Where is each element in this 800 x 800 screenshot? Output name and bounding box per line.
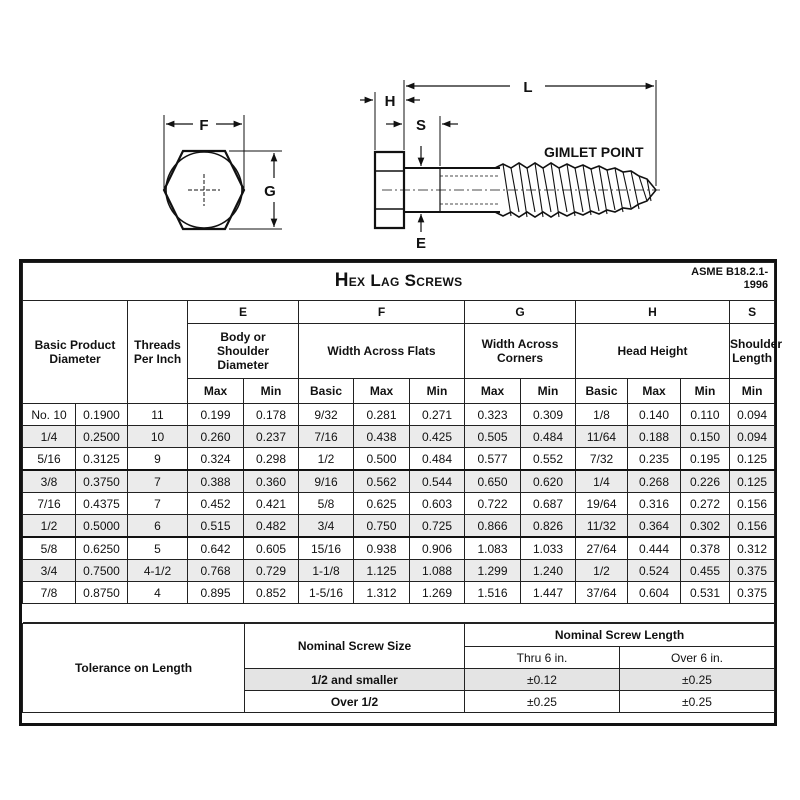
cell-size: 5/8 [23,537,76,560]
cell-e-min: 0.237 [244,426,299,448]
tolerance-table [22,623,775,713]
cell-h-basic: 7/32 [576,448,628,471]
cell-e-max: 0.199 [188,404,244,426]
header-threads-per-inch: Threads Per Inch [128,301,188,404]
cell-f-basic: 9/32 [299,404,354,426]
table-title: Hex Lag Screws [334,270,463,291]
cell-h-basic: 1/4 [576,470,628,493]
cell-f-basic: 1/2 [299,448,354,471]
tolerance-thru-row-2: ±0.25 [465,691,620,713]
table-row [23,537,775,560]
cell-h-basic: 1/8 [576,404,628,426]
cell-f-basic: 15/16 [299,537,354,560]
cell-size: 1/4 [23,426,76,448]
cell-f-basic: 9/16 [299,470,354,493]
spec-table-body [23,404,775,604]
cell-e-min: 0.729 [244,560,299,582]
cell-g-max: 0.577 [465,448,521,471]
cell-s-min: 0.125 [730,448,775,471]
cell-threads: 6 [128,515,188,538]
cell-basic-diameter: 0.8750 [76,582,128,604]
header-letter-g: G [465,301,576,324]
cell-f-basic: 5/8 [299,493,354,515]
cell-g-max: 0.323 [465,404,521,426]
cell-basic-diameter: 0.5000 [76,515,128,538]
cell-h-max: 0.268 [628,470,681,493]
cell-f-basic: 7/16 [299,426,354,448]
table-row [23,404,775,426]
cell-s-min: 0.125 [730,470,775,493]
cell-h-min: 0.455 [681,560,730,582]
cell-s-min: 0.094 [730,404,775,426]
cell-h-max: 0.188 [628,426,681,448]
cell-f-max: 0.438 [354,426,410,448]
cell-threads: 7 [128,470,188,493]
header-f-basic: Basic [299,379,354,404]
cell-e-min: 0.421 [244,493,299,515]
cell-h-basic: 11/32 [576,515,628,538]
tolerance-over-row-2: ±0.25 [620,691,775,713]
cell-e-min: 0.178 [244,404,299,426]
cell-threads: 7 [128,493,188,515]
cell-g-max: 1.083 [465,537,521,560]
cell-e-min: 0.605 [244,537,299,560]
cell-f-max: 0.750 [354,515,410,538]
cell-h-min: 0.195 [681,448,730,471]
gimlet-point-label: GIMLET POINT [544,144,644,160]
cell-size: No. 10 [23,404,76,426]
cell-h-min: 0.272 [681,493,730,515]
cell-h-basic: 1/2 [576,560,628,582]
header-width-across-corners: Width Across Corners [465,324,576,379]
cell-h-basic: 19/64 [576,493,628,515]
cell-e-max: 0.768 [188,560,244,582]
tolerance-size-row-2: Over 1/2 [245,691,465,713]
cell-s-min: 0.156 [730,515,775,538]
hex-end-view [164,115,282,229]
cell-e-max: 0.515 [188,515,244,538]
cell-size: 3/4 [23,560,76,582]
cell-g-max: 1.516 [465,582,521,604]
tolerance-label: Tolerance on Length [23,624,245,713]
dim-label-l: L [523,79,533,96]
header-e-max: Max [188,379,244,404]
cell-g-min: 0.687 [521,493,576,515]
cell-g-min: 1.033 [521,537,576,560]
cell-basic-diameter: 0.2500 [76,426,128,448]
cell-basic-diameter: 0.6250 [76,537,128,560]
cell-f-max: 1.125 [354,560,410,582]
cell-threads: 5 [128,537,188,560]
cell-e-max: 0.642 [188,537,244,560]
header-h-max: Max [628,379,681,404]
hex-lag-screw-drawing [0,0,800,258]
table-row [23,515,775,538]
cell-e-min: 0.852 [244,582,299,604]
header-head-height: Head Height [576,324,730,379]
header-shoulder-length: Shoulder Length [730,324,775,379]
cell-f-max: 0.562 [354,470,410,493]
cell-g-max: 0.866 [465,515,521,538]
cell-threads: 4-1/2 [128,560,188,582]
cell-h-basic: 37/64 [576,582,628,604]
cell-h-min: 0.531 [681,582,730,604]
dim-label-f: F [199,117,209,134]
table-row [23,582,775,604]
cell-h-max: 0.524 [628,560,681,582]
cell-f-max: 0.500 [354,448,410,471]
header-g-max: Max [465,379,521,404]
cell-size: 7/16 [23,493,76,515]
cell-basic-diameter: 0.3750 [76,470,128,493]
header-f-min: Min [410,379,465,404]
cell-e-max: 0.388 [188,470,244,493]
header-width-across-flats: Width Across Flats [299,324,465,379]
table-row [23,426,775,448]
table-spacer [23,604,775,623]
cell-h-max: 0.140 [628,404,681,426]
cell-h-max: 0.604 [628,582,681,604]
cell-g-min: 0.552 [521,448,576,471]
cell-size: 1/2 [23,515,76,538]
cell-threads: 4 [128,582,188,604]
dim-label-s: S [415,117,427,134]
cell-e-min: 0.360 [244,470,299,493]
table-row [23,560,775,582]
cell-e-max: 0.260 [188,426,244,448]
nominal-screw-length-header: Nominal Screw Length [465,624,775,647]
cell-f-min: 1.269 [410,582,465,604]
cell-g-max: 0.650 [465,470,521,493]
nominal-screw-size-header: Nominal Screw Size [245,624,465,669]
cell-f-basic: 1-5/16 [299,582,354,604]
table-row [23,470,775,493]
cell-s-min: 0.375 [730,582,775,604]
header-h-basic: Basic [576,379,628,404]
cell-e-max: 0.895 [188,582,244,604]
dim-label-g: G [264,183,276,200]
cell-size: 5/16 [23,448,76,471]
cell-threads: 9 [128,448,188,471]
cell-f-basic: 3/4 [299,515,354,538]
cell-f-max: 0.281 [354,404,410,426]
header-f-max: Max [354,379,410,404]
cell-h-max: 0.364 [628,515,681,538]
cell-basic-diameter: 0.1900 [76,404,128,426]
header-letter-h: H [576,301,730,324]
cell-g-min: 0.620 [521,470,576,493]
header-s-min: Min [730,379,775,404]
cell-basic-diameter: 0.4375 [76,493,128,515]
tolerance-over-row-1: ±0.25 [620,669,775,691]
header-letter-e: E [188,301,299,324]
cell-g-max: 0.722 [465,493,521,515]
cell-g-min: 0.826 [521,515,576,538]
cell-f-min: 0.906 [410,537,465,560]
header-e-min: Min [244,379,299,404]
cell-g-max: 0.505 [465,426,521,448]
cell-f-min: 0.725 [410,515,465,538]
dim-label-e: E [415,235,427,252]
cell-size: 7/8 [23,582,76,604]
cell-threads: 10 [128,426,188,448]
cell-h-basic: 11/64 [576,426,628,448]
header-letter-f: F [299,301,465,324]
cell-size: 3/8 [23,470,76,493]
cell-f-max: 1.312 [354,582,410,604]
cell-s-min: 0.094 [730,426,775,448]
cell-g-min: 0.484 [521,426,576,448]
standard-reference: ASME B18.2.1- 1996 [691,266,769,291]
cell-h-min: 0.226 [681,470,730,493]
cell-h-min: 0.302 [681,515,730,538]
cell-threads: 11 [128,404,188,426]
over-6-in-header: Over 6 in. [620,647,775,669]
cell-h-max: 0.444 [628,537,681,560]
cell-h-min: 0.110 [681,404,730,426]
tolerance-size-row-1: 1/2 and smaller [245,669,465,691]
tolerance-thru-row-1: ±0.12 [465,669,620,691]
hex-lag-screw-spec-table [22,262,783,623]
cell-f-min: 0.603 [410,493,465,515]
header-basic-product-diameter: Basic Product Diameter [23,301,128,404]
cell-s-min: 0.312 [730,537,775,560]
table-row [23,493,775,515]
table-title-cell [23,263,775,301]
cell-f-min: 0.271 [410,404,465,426]
cell-f-min: 0.544 [410,470,465,493]
cell-g-max: 1.299 [465,560,521,582]
cell-f-min: 0.425 [410,426,465,448]
cell-s-min: 0.156 [730,493,775,515]
header-letter-s: S [730,301,775,324]
header-h-min: Min [681,379,730,404]
cell-s-min: 0.375 [730,560,775,582]
cell-f-min: 0.484 [410,448,465,471]
cell-h-min: 0.150 [681,426,730,448]
cell-f-max: 0.625 [354,493,410,515]
header-g-min: Min [521,379,576,404]
cell-f-max: 0.938 [354,537,410,560]
cell-e-min: 0.298 [244,448,299,471]
dim-label-h: H [384,93,396,110]
cell-g-min: 1.447 [521,582,576,604]
cell-basic-diameter: 0.3125 [76,448,128,471]
thru-6-in-header: Thru 6 in. [465,647,620,669]
cell-e-max: 0.452 [188,493,244,515]
cell-g-min: 1.240 [521,560,576,582]
cell-e-max: 0.324 [188,448,244,471]
cell-h-max: 0.316 [628,493,681,515]
header-body-diameter: Body or Shoulder Diameter [188,324,299,379]
cell-e-min: 0.482 [244,515,299,538]
cell-h-max: 0.235 [628,448,681,471]
cell-f-basic: 1-1/8 [299,560,354,582]
table-row [23,448,775,471]
cell-f-min: 1.088 [410,560,465,582]
cell-basic-diameter: 0.7500 [76,560,128,582]
cell-g-min: 0.309 [521,404,576,426]
spec-table-frame [19,259,783,726]
cell-h-basic: 27/64 [576,537,628,560]
cell-h-min: 0.378 [681,537,730,560]
